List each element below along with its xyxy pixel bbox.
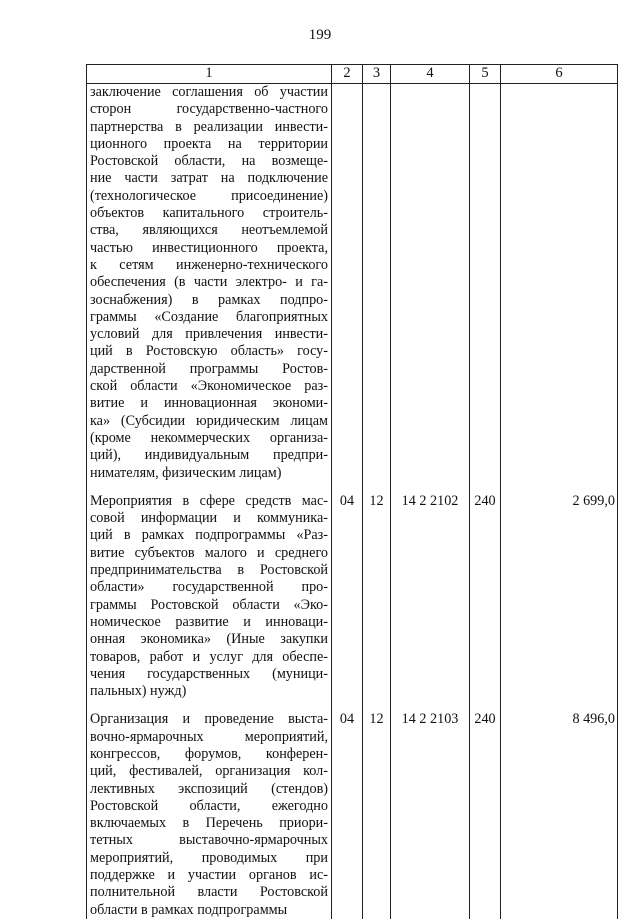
description-line: мероприятий, проводимых при [90, 849, 328, 866]
target-article-code: 14 2 2103 [391, 711, 470, 919]
row-description [87, 493, 332, 701]
description-line: предпринимательства в Ростовской [90, 562, 328, 579]
description-line: сторон государственно-частного [90, 101, 328, 118]
description-line: нимателям, физическим лицам) [90, 464, 282, 481]
column-header-2: 2 [332, 65, 363, 84]
description-line: условий для привлечения инвести- [90, 326, 328, 343]
column-header-4: 4 [391, 65, 470, 84]
amount: 8 496,0 [501, 711, 618, 919]
description-line: номическое развитие и инноваци- [90, 613, 328, 630]
description-line: граммы «Создание благоприятных [90, 308, 328, 325]
description-line: заключение соглашения об участии [90, 84, 328, 100]
row-spacer [87, 482, 618, 493]
description-line: дарственной программы Ростов- [90, 360, 328, 377]
description-line: зоснабжения) в рамках подпро- [90, 291, 328, 308]
description-line: вочно-ярмарочных мероприятий, [90, 728, 328, 745]
description-line: Ростовской области, на возмеще- [90, 153, 328, 170]
column-header-1: 1 [87, 65, 332, 84]
description-line: витие субъектов малого и среднего [90, 544, 328, 561]
column-header-6: 6 [501, 65, 618, 84]
subsection-code [363, 84, 391, 482]
description-line: ства, являющихся неотъемлемой [90, 222, 328, 239]
description-line: к сетям инженерно-технического [90, 256, 328, 273]
description-line: ций, фестивалей, организация кол- [90, 763, 328, 780]
target-article-code: 14 2 2102 [391, 493, 470, 701]
budget-table [86, 64, 618, 919]
description-line: Ростовской области, ежегодно [90, 797, 328, 814]
description-line: ние части затрат на подключение [90, 170, 328, 187]
description-line: товаров, работ и услуг для обеспе- [90, 648, 328, 665]
subsection-code: 12 [363, 493, 391, 701]
description-line: конгрессов, форумов, конферен- [90, 745, 328, 762]
description-line: граммы Ростовской области «Эко- [90, 596, 328, 613]
description-line: чения государственных (муници- [90, 665, 328, 682]
expense-type-code [470, 84, 501, 482]
description-line: поддержке и участии органов ис- [90, 867, 328, 884]
row-description [87, 711, 332, 919]
row-description [87, 84, 332, 482]
description-line: (технологическое присоединение) [90, 187, 328, 204]
description-line: партнерства в реализации инвести- [90, 118, 328, 135]
description-line: включаемых в Перечень приори- [90, 815, 328, 832]
table-row [87, 711, 618, 919]
section-code: 04 [332, 711, 363, 919]
description-line: ка» (Субсидии юридическим лицам [90, 412, 328, 429]
header-row [87, 65, 618, 84]
subsection-code: 12 [363, 711, 391, 919]
column-header-5: 5 [470, 65, 501, 84]
table-row [87, 84, 618, 482]
expense-type-code: 240 [470, 711, 501, 919]
description-line: Организация и проведение выста- [90, 711, 328, 728]
amount [501, 84, 618, 482]
column-header-3: 3 [363, 65, 391, 84]
section-code: 04 [332, 493, 363, 701]
description-line: обеспечения (в части электро- и га- [90, 274, 328, 291]
description-line: ций в Ростовскую область» госу- [90, 343, 328, 360]
description-line: (кроме некоммерческих организа- [90, 429, 328, 446]
amount: 2 699,0 [501, 493, 618, 701]
description-line: ской области «Экономическое раз- [90, 378, 328, 395]
description-line: лективных экспозиций (стендов) [90, 780, 328, 797]
description-line: ционного проекта на территории [90, 135, 328, 152]
description-line: полнительной власти Ростовской [90, 884, 328, 901]
description-line: витие и инновационная экономи- [90, 395, 328, 412]
description-line: пальных) нужд) [90, 683, 187, 700]
description-line: Мероприятия в сфере средств мас- [90, 492, 328, 509]
description-line: области» государственной про- [90, 579, 328, 596]
description-line: тетных выставочно-ярмарочных [90, 832, 328, 849]
description-line: ций), индивидуальным предпри- [90, 447, 328, 464]
description-line: онная экономика» (Иные закупки [90, 631, 328, 648]
section-code [332, 84, 363, 482]
table-row [87, 493, 618, 701]
row-spacer [87, 700, 618, 711]
expense-type-code: 240 [470, 493, 501, 701]
description-line: частью инвестиционного проекта, [90, 239, 328, 256]
description-line: объектов капитального строитель- [90, 205, 328, 222]
page-number: 199 [308, 27, 332, 43]
description-line: области в рамках подпрограммы [90, 901, 288, 918]
description-line: ций в рамках подпрограммы «Раз- [90, 527, 328, 544]
target-article-code [391, 84, 470, 482]
description-line: совой информации и коммуника- [90, 510, 328, 527]
